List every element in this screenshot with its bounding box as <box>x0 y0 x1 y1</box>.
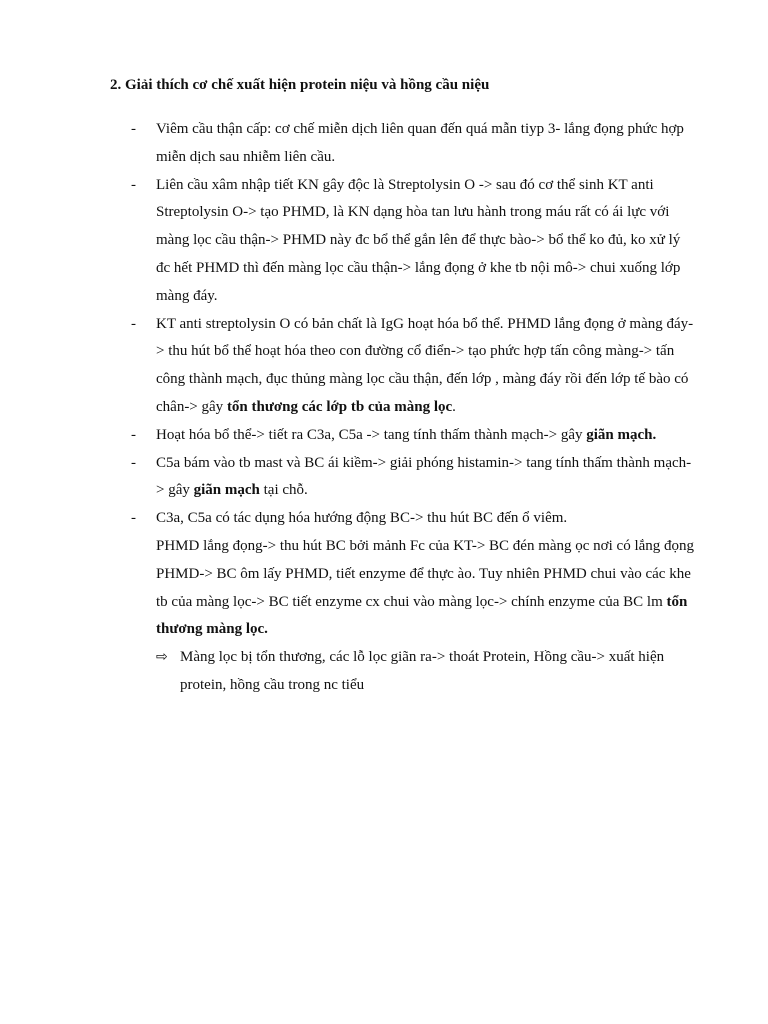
list-item-1 <box>0 116 768 172</box>
list-item-3 <box>0 311 768 422</box>
section-heading: 2. Giải thích cơ chế xuất hiện protein niệu và hồng cầu niệu <box>110 77 490 93</box>
emphasis-text: giãn mạch. <box>586 426 657 443</box>
mechanism-list <box>0 116 768 700</box>
list-item-5 <box>0 450 768 506</box>
list-item-text: Liên cầu xâm nhập tiết KN gây độc là Streptolysin O -> sau đó cơ thể sinh KT anti Streptolysin O-> tạo PHMD, là KN dạng hòa tan lưu hành trong máu rất có ái lực với màng lọc cầu thận-> PHMD này đc bổ thể gắn lên để thực bào-> bổ thể ko đủ, ko xử lý đc hết PHMD thì đến màng lọc cầu thận-> lắng đọng ở khe tb nội mô-> chui xuống lớp màng đáy. <box>156 176 681 304</box>
list-item-4 <box>0 422 768 450</box>
bullet-dash: - <box>131 176 136 193</box>
conclusion-text: Màng lọc bị tổn thương, các lỗ lọc giãn ra-> thoát Protein, Hồng cầu-> xuất hiện protein, hồng cầu trong nc tiểu <box>180 649 665 693</box>
list-item-text: KT anti streptolysin O có bản chất là IgG hoạt hóa bổ thể. PHMD lắng đọng ở màng đáy-> thu hút bổ thể hoạt hóa theo con đường cổ điển-> tạo phức hợp tấn công màng-> tấn công thành mạch, đục thủng màng lọc cầu thận, đến lớp , màng đáy rồi đến lớp tế bào có chân-> gây tổn thương các lớp tb của màng lọc. <box>156 315 694 415</box>
arrow-right-icon: ⇨ <box>156 650 168 666</box>
conclusion-item <box>0 644 768 700</box>
list-item-text: C5a bám vào tb mast và BC ái kiềm-> giải phóng histamin-> tang tính thấm thành mạch-> gây giãn mạch tại chỗ. <box>156 454 692 499</box>
list-item-2 <box>0 172 768 311</box>
list-item-text: Viêm cầu thận cấp: cơ chế miễn dịch liên quan đến quá mẫn tiyp 3- lắng đọng phức hợp miễn dịch sau nhiễm liên cầu. <box>156 121 684 165</box>
bullet-dash: - <box>131 510 136 527</box>
bullet-dash: - <box>131 454 136 471</box>
list-item-text: C3a, C5a có tác dụng hóa hướng động BC-> thu hút BC đến ổ viêm. <box>156 510 568 527</box>
continuation-paragraph: PHMD lắng đọng-> thu hút BC bởi mảnh Fc của KT-> BC đén màng ọc nơi có lắng đọng PHMD-> BC ôm lấy PHMD, tiết enzyme để thực ào. Tuy nhiên PHMD chui vào các khe tb của màng lọc-> BC tiết enzyme cx chui vào màng lọc-> chính enzyme của BC lm tổn thương màng lọc. <box>156 537 695 638</box>
bullet-dash: - <box>131 426 136 443</box>
list-item-text: Hoạt hóa bổ thể-> tiết ra C3a, C5a -> tang tính thấm thành mạch-> gây giãn mạch. <box>156 426 657 443</box>
bullet-dash: - <box>131 315 136 332</box>
emphasis-text: tổn thương màng lọc. <box>156 593 688 638</box>
list-item-6 <box>0 505 768 533</box>
emphasis-text: tổn thương các lớp tb của màng lọc <box>226 398 453 415</box>
emphasis-text: giãn mạch <box>193 482 260 499</box>
bullet-dash: - <box>131 121 136 137</box>
